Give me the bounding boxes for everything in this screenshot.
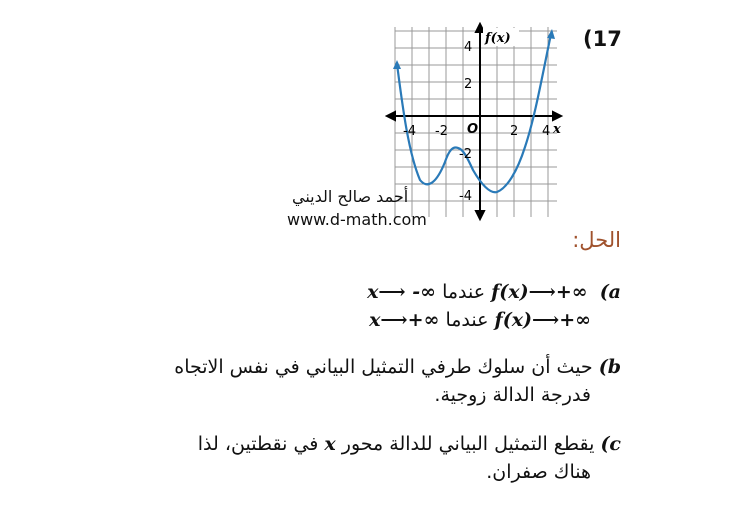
part-a-limit-1: x⟶ -∞ — [367, 281, 437, 303]
part-b-label: (b — [598, 356, 621, 378]
watermark-author: أحمد صالح الديني — [292, 187, 409, 206]
part-c-line-1 — [198, 433, 621, 455]
x-tick-neg4: -4 — [403, 124, 416, 139]
part-a-math-1: f(x)⟶+∞ — [491, 281, 588, 303]
x-tick-neg2: -2 — [435, 124, 448, 139]
watermark-url: www.d-math.com — [287, 210, 427, 229]
part-b-line-1 — [174, 356, 621, 378]
y-tick-2: 2 — [464, 77, 473, 92]
part-c-label: (c — [600, 433, 621, 455]
y-tick-neg4: -4 — [459, 189, 472, 204]
x-tick-2: 2 — [510, 124, 519, 139]
part-a-label: (a — [599, 281, 621, 303]
y-tick-4: 4 — [464, 40, 473, 55]
part-a-math-2: f(x)⟶+∞ — [494, 309, 591, 331]
origin-label: O — [467, 122, 479, 137]
part-a-line-2 — [369, 309, 591, 331]
solution-heading: الحل: — [572, 228, 621, 252]
function-graph — [385, 22, 565, 222]
part-c-line-2: هناك صفران. — [486, 461, 591, 483]
part-b-text-1: حيث أن سلوك طرفي التمثيل البياني في نفس الاتجاه — [174, 356, 593, 378]
part-a-word-2: عندما — [445, 309, 489, 331]
part-a-word-1: عندما — [442, 281, 486, 303]
x-tick-4: 4 — [542, 124, 551, 139]
part-c-variable: x — [324, 433, 336, 455]
part-c-text-before: يقطع التمثيل البياني للدالة محور — [341, 433, 595, 455]
function-label: f(x) — [485, 31, 511, 46]
part-b-line-2: فدرجة الدالة زوجية. — [434, 384, 591, 406]
y-tick-neg2: -2 — [459, 147, 472, 162]
function-curve — [397, 34, 551, 192]
part-a-limit-2: x⟶+∞ — [369, 309, 440, 331]
problem-number: (17 — [583, 27, 622, 51]
x-axis-label: x — [553, 122, 561, 137]
part-c-text-after: في نقطتين، لذا — [197, 433, 319, 455]
part-a-line-1 — [367, 281, 621, 303]
